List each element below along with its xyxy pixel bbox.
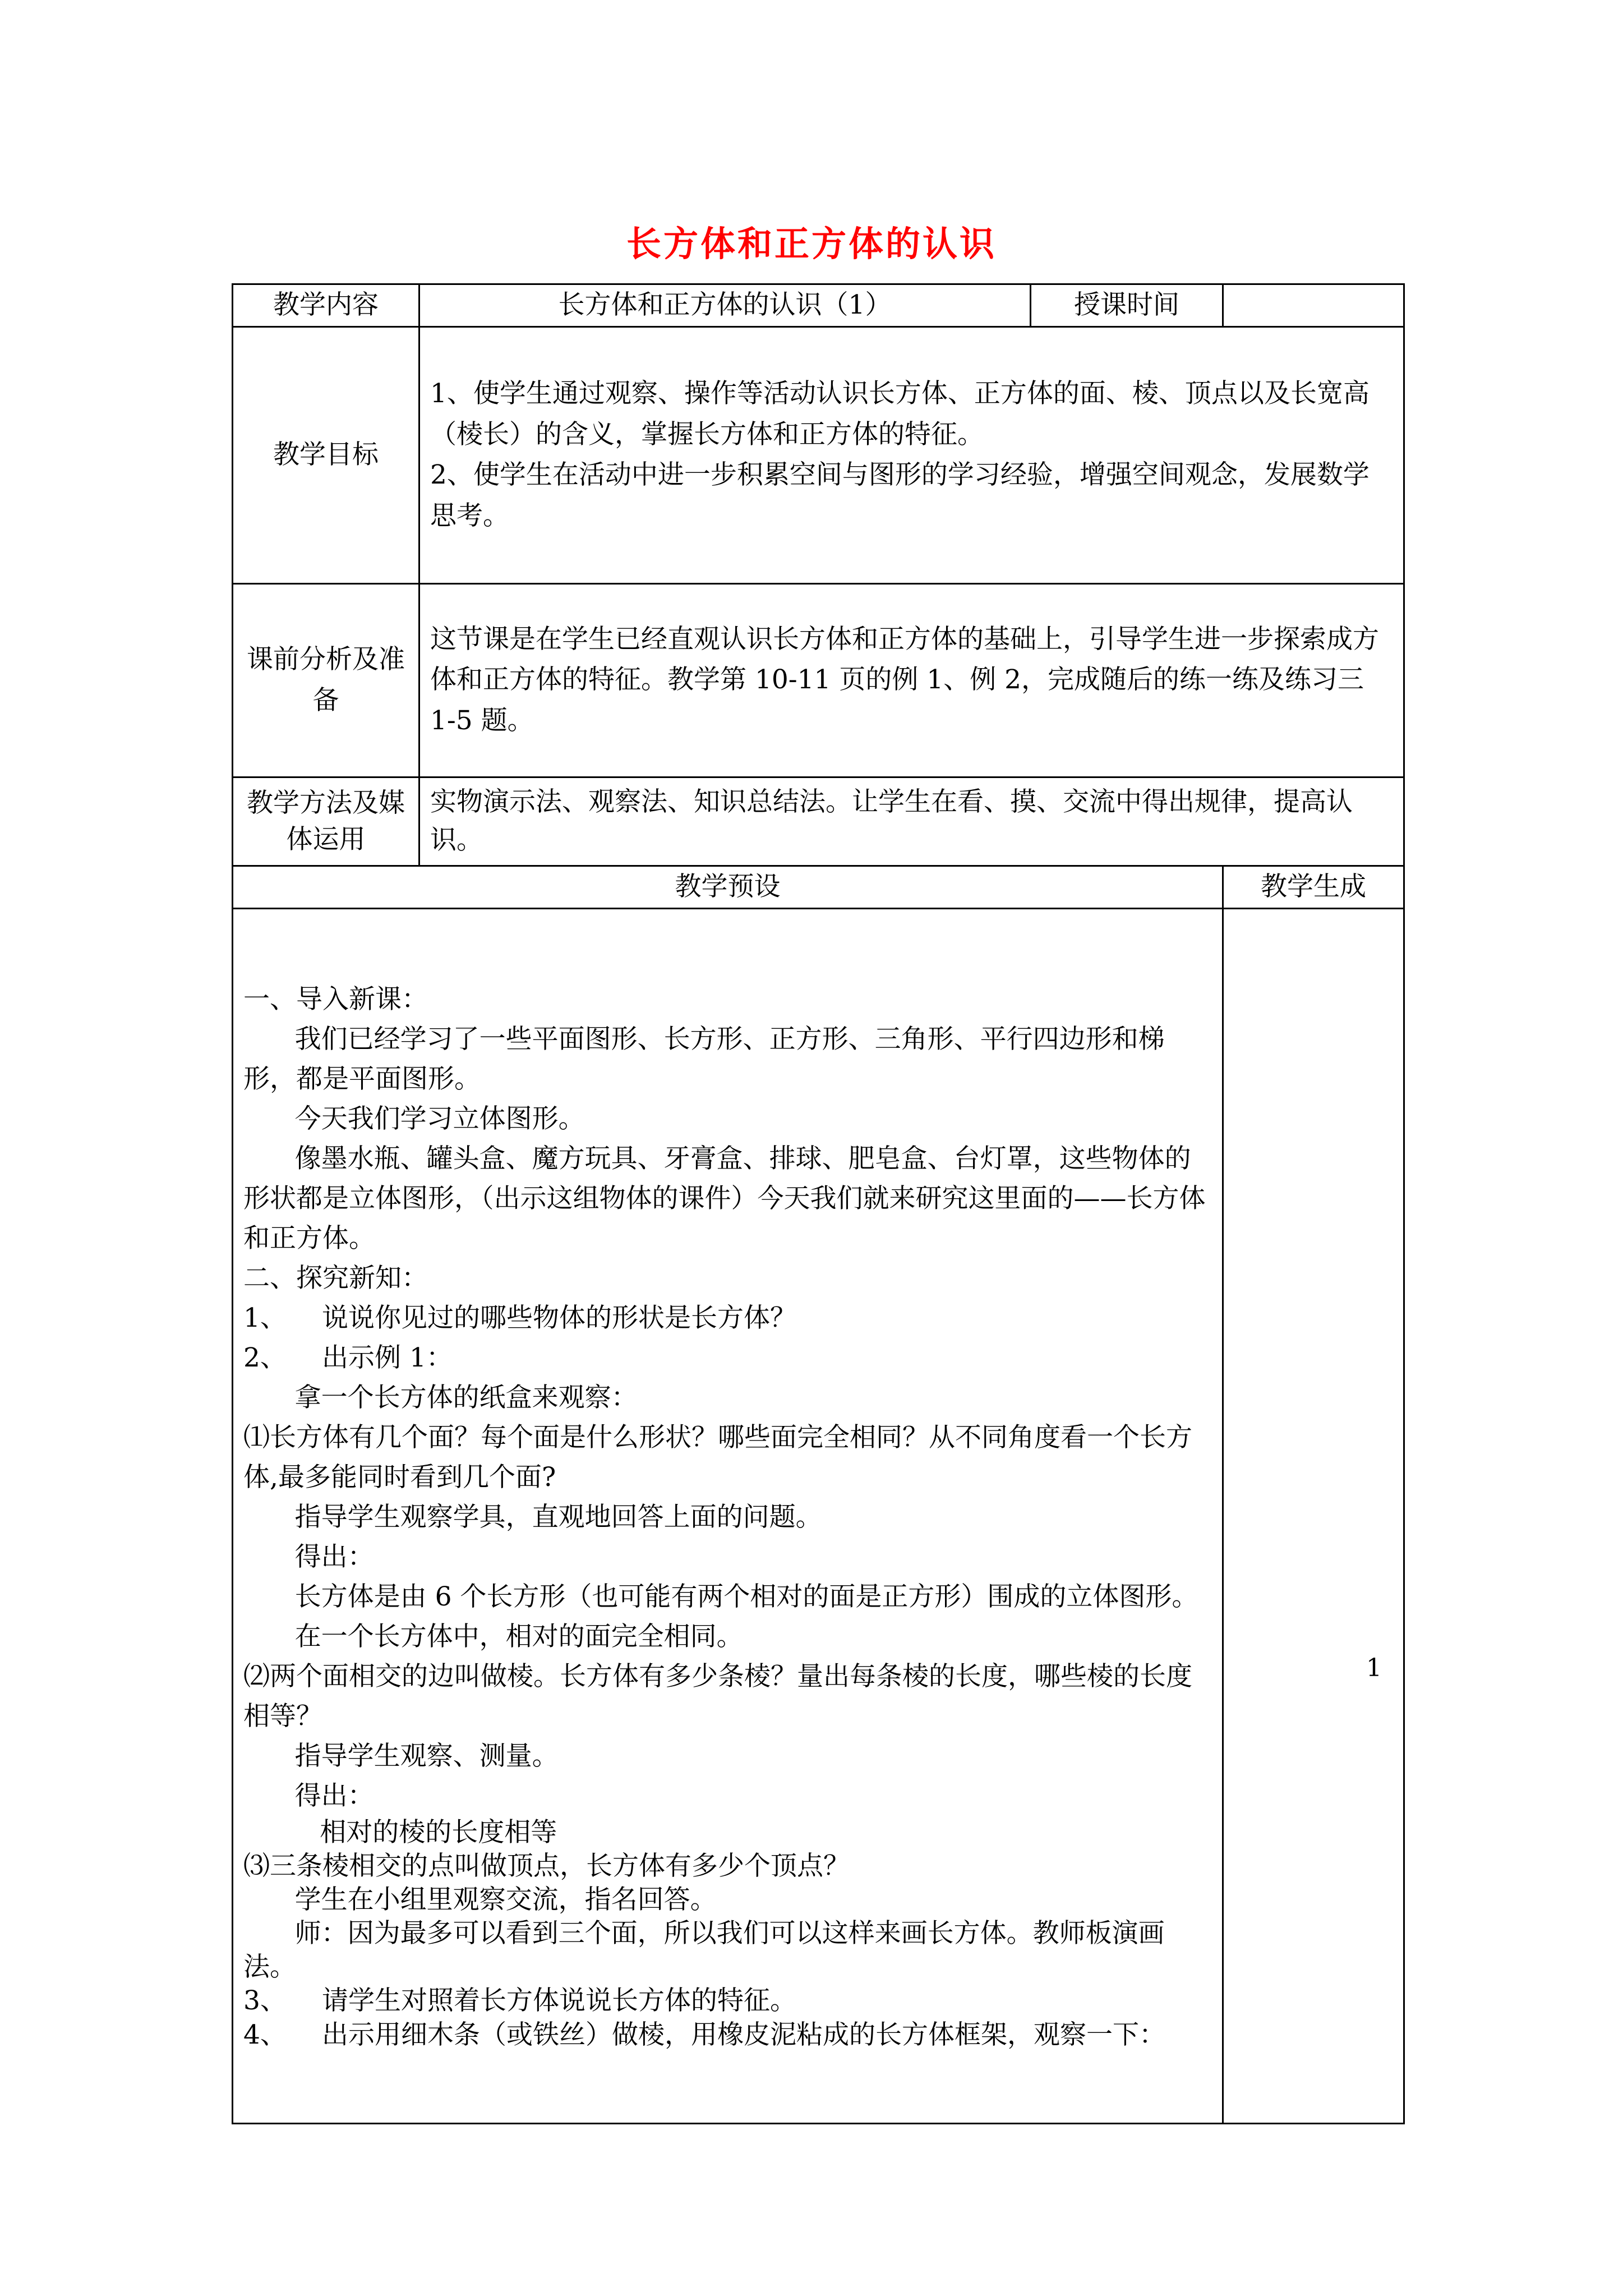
content-label: 教学内容 [233,284,419,327]
analysis-label: 课前分析及准备 [233,583,419,777]
analysis-text: 这节课是在学生已经直观认识长方体和正方体的基础上，引导学生进一步探索成方体和正方体的特征。教学第 10-11 页的例 1、例 2，完成随后的练一练及练习三 1-5 题。 [419,583,1404,777]
body-paragraph: 拿一个长方体的纸盒来观察： [294,1382,638,1413]
preset-content [233,908,1223,2123]
question-3: ⑶三条棱相交的点叫做顶点，长方体有多少个顶点？ [243,1850,850,1881]
numbered-item-1 [243,1298,1212,1338]
page-number: 1 [1366,1654,1382,1682]
numbered-item-3 [243,1984,1212,2018]
goals-item-2: 2、使学生在活动中进一步积累空间与图形的学习经验，增强空间观念，发展数学思考。 [430,459,1370,532]
generated-header: 教学生成 [1223,866,1404,908]
item-text: 请学生对照着长方体说说长方体的特征。 [322,1985,796,2016]
header-row [233,866,1404,908]
body-paragraph: 得出： [294,1780,374,1811]
body-paragraph: 指导学生观察学具，直观地回答上面的问题。 [294,1501,822,1533]
body-paragraph: 指导学生观察、测量。 [294,1740,559,1772]
item-number: 4、 [243,2019,287,2050]
body-row [233,908,1404,2123]
preset-header: 教学预设 [233,866,1223,908]
body-paragraph: 学生在小组里观察交流，指名回答。 [294,1884,717,1915]
goals-label: 教学目标 [233,326,419,583]
question-1: ⑴长方体有几个面？每个面是什么形状？哪些面完全相同？从不同角度看一个长方体,最多能同时看到几个面? [243,1421,1192,1493]
section-intro-heading: 一、导入新课： [243,983,428,1015]
lesson-plan-table [232,283,1405,2124]
item-text: 出示例 1： [322,1342,453,1373]
content-value: 长方体和正方体的认识（1） [419,284,1031,327]
item-number: 3、 [243,1985,287,2016]
item-number: 2、 [243,1342,287,1373]
goals-cell [419,326,1404,583]
methods-text: 实物演示法、观察法、知识总结法。让学生在看、摸、交流中得出规律，提高认识。 [419,777,1404,866]
generated-content [1223,908,1404,2123]
body-paragraph: 相对的棱的长度相等 [320,1816,557,1848]
methods-label: 教学方法及媒体运用 [233,777,419,866]
analysis-row [233,583,1404,777]
time-label: 授课时间 [1031,284,1223,327]
body-paragraph: 今天我们学习立体图形。 [294,1103,585,1134]
numbered-item-2 [243,1338,1212,1378]
time-value [1223,284,1404,327]
body-paragraph: 我们已经学习了一些平面图形、长方形、正方形、三角形、平行四边形和梯形，都是平面图形。 [243,1023,1165,1094]
item-number: 1、 [243,1302,287,1333]
numbered-item-4 [243,2018,1212,2053]
goals-row [233,326,1404,583]
body-paragraph: 像墨水瓶、罐头盒、魔方玩具、牙膏盒、排球、肥皂盒、台灯罩，这些物体的形状都是立体图形，（出示这组物体的课件）今天我们就来研究这里面的——长方体和正方体。 [243,1143,1206,1254]
question-2: ⑵两个面相交的边叫做棱。长方体有多少条棱？量出每条棱的长度，哪些棱的长度相等？ [243,1660,1192,1732]
item-text: 出示用细木条（或铁丝）做棱，用橡皮泥粘成的长方体框架，观察一下： [322,2019,1165,2050]
body-paragraph: 长方体是由 6 个长方形（也可能有两个相对的面是正方形）围成的立体图形。 [294,1581,1198,1612]
goals-item-1: 1、使学生通过观察、操作等活动认识长方体、正方体的面、棱、顶点以及长宽高（棱长）的含义，掌握长方体和正方体的特征。 [430,378,1370,450]
page-title: 长方体和正方体的认识 [626,223,997,264]
body-paragraph: 在一个长方体中，相对的面完全相同。 [294,1621,743,1652]
section-explore-heading: 二、探究新知： [243,1262,428,1294]
body-paragraph: 师：因为最多可以看到三个面，所以我们可以这样来画长方体。教师板演画法。 [243,1917,1165,1982]
item-text: 说说你见过的哪些物体的形状是长方体？ [322,1302,796,1333]
body-paragraph: 得出： [294,1541,374,1572]
content-row [233,284,1404,327]
methods-row [233,777,1404,866]
